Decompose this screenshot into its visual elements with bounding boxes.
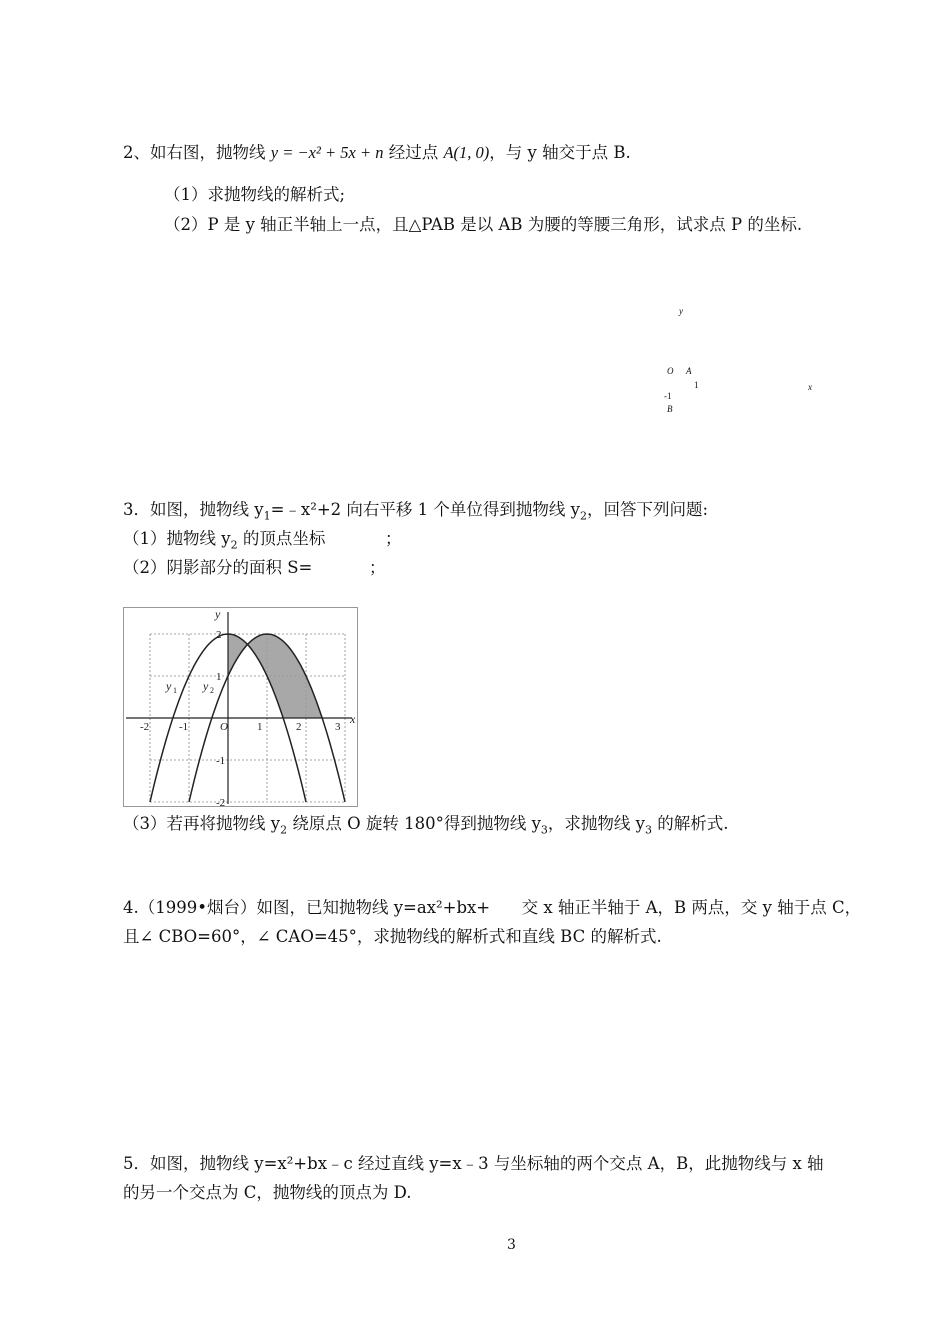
x-tick-label: 1 bbox=[257, 721, 263, 733]
y-axis-label: y bbox=[215, 608, 221, 621]
q3-intro-c: ，回答下列问题: bbox=[586, 500, 709, 519]
q2-fig-o-label: O bbox=[667, 366, 674, 376]
q2-fig-a-label: A bbox=[686, 366, 692, 376]
q2-suffix: ，与 y 轴交于点 B. bbox=[489, 143, 631, 162]
q3-part3-sub2: 3 bbox=[540, 823, 548, 837]
x-tick-label: O bbox=[220, 721, 228, 733]
q3-part1 bbox=[123, 528, 325, 556]
q3-intro-sub1: 1 bbox=[263, 509, 271, 523]
page-number: 3 bbox=[507, 1237, 516, 1253]
q3-part3-c: ，求抛物线 y bbox=[547, 814, 645, 833]
q3-part3-sub1: 2 bbox=[280, 823, 288, 837]
q2-equation: y = −x² + 5x + n bbox=[270, 143, 384, 162]
y-tick-label: 1 bbox=[216, 671, 222, 683]
q2-point: A(1, 0) bbox=[443, 143, 490, 162]
q5-line1: 5．如图，抛物线 y=x²+bx﹣c 经过直线 y=x﹣3 与坐标轴的两个交点 A，B，此抛物线与 x 轴 bbox=[123, 1154, 824, 1173]
q2-mid: 经过点 bbox=[383, 143, 444, 162]
q3-intro-b: =﹣x²+2 向右平移 1 个单位得到抛物线 y bbox=[270, 500, 580, 519]
q3-intro-sub2: 2 bbox=[579, 509, 587, 523]
q3-part3-b: 绕原点 O 旋转 180°得到抛物线 y bbox=[287, 814, 541, 833]
x-tick-label: 2 bbox=[296, 721, 302, 733]
q4-line2: 且∠ CBO=60°，∠ CAO=45°，求抛物线的解析式和直线 BC 的解析式. bbox=[123, 927, 662, 946]
q2-intro bbox=[123, 142, 631, 164]
q2-fig-neg1-label: -1 bbox=[664, 391, 672, 401]
q3-part3-sub3: 3 bbox=[644, 823, 652, 837]
q2-fig-b-label: B bbox=[667, 404, 673, 414]
x-tick-label: -1 bbox=[179, 721, 189, 733]
q3-part1-sub: 2 bbox=[230, 538, 238, 552]
x-tick-label: 3 bbox=[335, 721, 341, 733]
q2-fig-x-label: x bbox=[808, 382, 812, 392]
q3-part1-b: 的顶点坐标 bbox=[237, 529, 326, 548]
q3-part1-a: （1）抛物线 y bbox=[123, 529, 231, 548]
q2-prefix: 2、如右图，抛物线 bbox=[123, 143, 271, 162]
curve-label-y1: y bbox=[166, 679, 172, 693]
curve-label-y2-sub: 2 bbox=[210, 686, 214, 695]
q3-part2-end: ； bbox=[369, 558, 386, 577]
q3-part3 bbox=[123, 813, 728, 841]
q3-part3-d: 的解析式. bbox=[651, 814, 729, 833]
q2-part2: （2）P 是 y 轴正半轴上一点，且△PAB 是以 AB 为腰的等腰三角形，试求点 P 的坐标. bbox=[164, 215, 803, 234]
q3-intro bbox=[123, 499, 708, 527]
y-tick-label: -1 bbox=[216, 755, 226, 767]
parabola-graph-svg bbox=[124, 608, 357, 806]
y-tick-label: 2 bbox=[216, 629, 222, 641]
x-tick-label: -2 bbox=[140, 721, 150, 733]
curve-label-y2: y bbox=[203, 679, 209, 693]
parabola-graph bbox=[123, 607, 358, 807]
q3-part2: （2）阴影部分的面积 S= bbox=[123, 558, 313, 577]
q3-intro-a: 3．如图，抛物线 y bbox=[123, 500, 264, 519]
tick-labels bbox=[140, 608, 356, 806]
q2-part1: （1）求抛物线的解析式; bbox=[164, 185, 346, 204]
q4-line1: 4.（1999•烟台）如图，已知抛物线 y=ax²+bx+ 交 x 轴正半轴于 A，B 两点，交 y 轴于点 C， bbox=[123, 898, 862, 917]
q5-line2: 的另一个交点为 C，抛物线的顶点为 D. bbox=[123, 1183, 412, 1202]
q3-part3-a: （3）若再将抛物线 y bbox=[123, 814, 281, 833]
q2-fig-y-label: y bbox=[679, 306, 683, 316]
q2-fig-one-label: 1 bbox=[694, 380, 699, 390]
curve-label-y1-sub: 1 bbox=[173, 686, 177, 695]
y-tick-label: -2 bbox=[216, 797, 226, 806]
q3-part1-end: ； bbox=[385, 529, 402, 548]
x-axis-label: x bbox=[350, 712, 356, 726]
